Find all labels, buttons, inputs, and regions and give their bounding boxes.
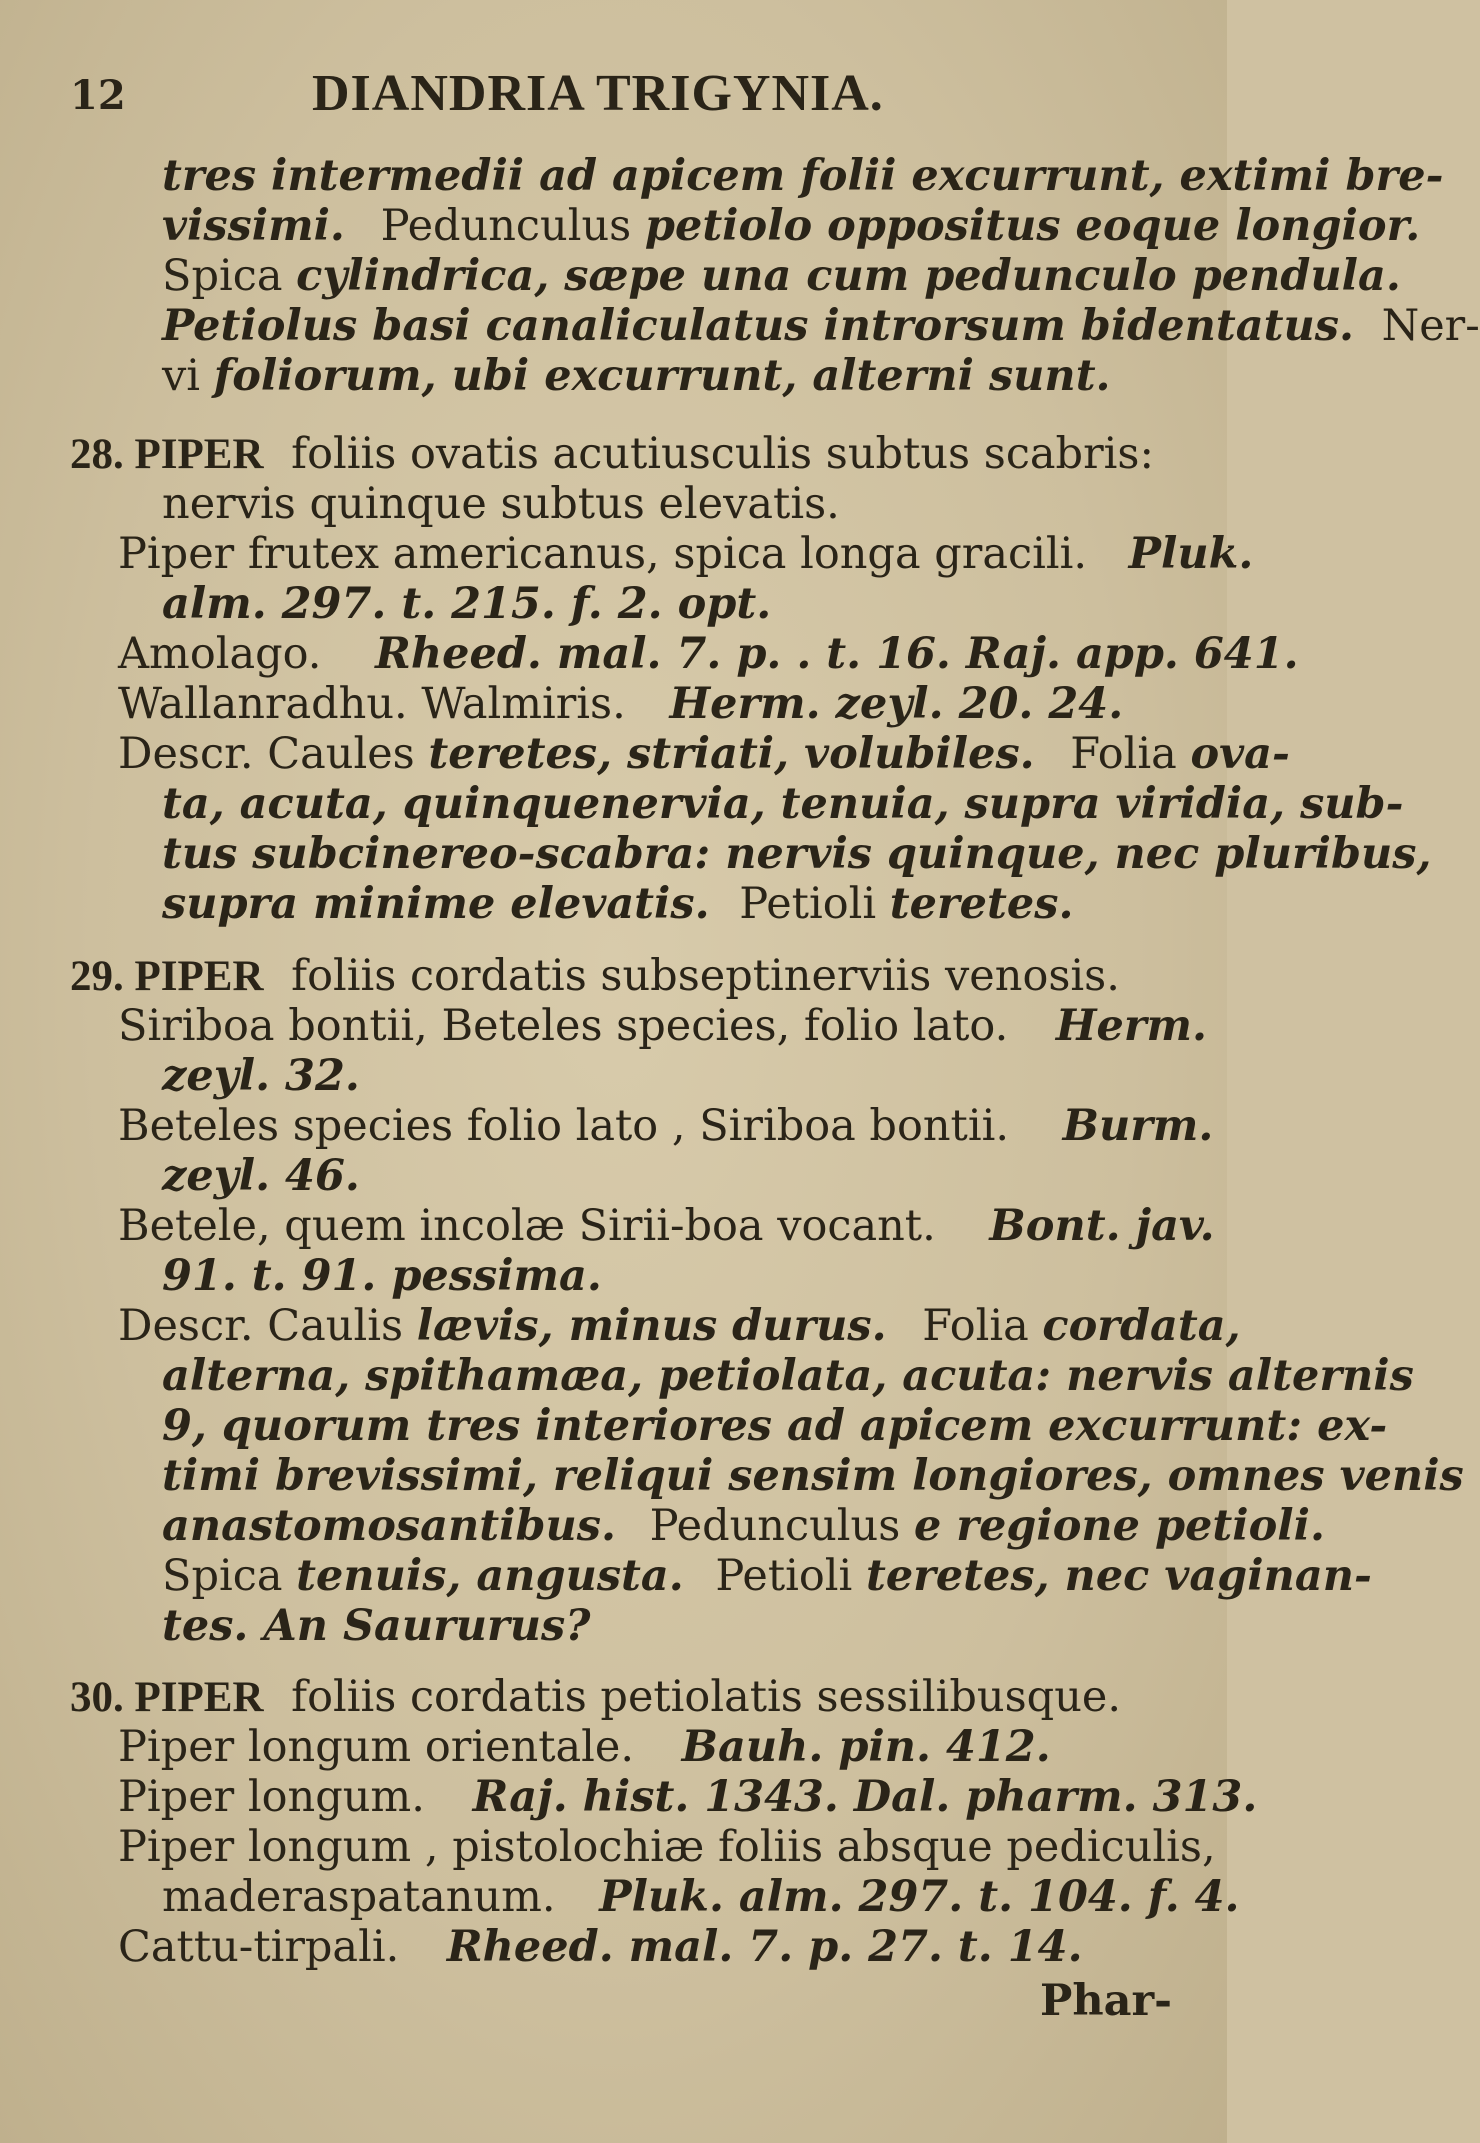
entry-30-heading: 30. PIPER <box>70 1674 264 1721</box>
text-line <box>118 629 1299 679</box>
entry-30-line <box>70 1672 1122 1722</box>
text-span: Pluk. <box>1128 529 1254 579</box>
text-line <box>162 201 1421 251</box>
text-span: ova- <box>1190 729 1290 779</box>
text-span: Pluk. alm. 297. t. 104. f. 4. <box>599 1872 1240 1922</box>
text-line: timi brevissimi, reliqui sensim longiores, omnes venis <box>162 1451 1464 1501</box>
text-span: Pedunculus <box>649 1501 901 1551</box>
text-line: zeyl. 46. <box>162 1151 360 1201</box>
text-line: nervis quinque subtus elevatis. <box>162 479 840 529</box>
text-span: Raj. hist. 1343. Dal. pharm. 313. <box>472 1772 1258 1822</box>
text-span: Amolago. <box>118 629 322 679</box>
text-span: Wallanradhu. Walmiris. <box>118 679 626 729</box>
text-span: Burm. <box>1062 1101 1214 1151</box>
text-line <box>118 529 1254 579</box>
text-span: Rheed. mal. 7. p. 27. t. 14. <box>446 1922 1083 1972</box>
text-line: alterna, spithamæa, petiolata, acuta: nervis alternis <box>162 1351 1414 1401</box>
text-span: Ner- <box>1381 301 1480 351</box>
text-line <box>162 351 1111 401</box>
text-span: Herm. zeyl. 20. 24. <box>669 679 1124 729</box>
text-span: petiolo oppositus eoque longior. <box>644 201 1421 251</box>
entry-29-heading: 29. PIPER <box>70 953 264 1000</box>
text-span: Piper frutex americanus, spica longa gracili. <box>118 529 1087 579</box>
text-span: vi <box>162 351 201 401</box>
text-line <box>162 301 1480 351</box>
text-span: Cattu-tirpali. <box>118 1922 400 1972</box>
text-span: tenuis, angusta. <box>296 1551 684 1601</box>
entry-29-line <box>70 951 1120 1001</box>
text-span: Bauh. pin. 412. <box>681 1722 1051 1772</box>
text-line: ta, acuta, quinquenervia, tenuia, supra viridia, sub- <box>162 779 1404 829</box>
text-span: cylindrica, sæpe una cum pedunculo pendula. <box>296 251 1401 301</box>
text-span: Siriboa bontii, Beteles species, folio lato. <box>118 1001 1009 1051</box>
text-span: Beteles species folio lato , Siriboa bontii. <box>118 1101 1009 1151</box>
text-line <box>162 1551 1372 1601</box>
entry-28-line <box>70 429 1154 479</box>
text-line: 91. t. 91. pessima. <box>162 1251 602 1301</box>
text-span: Pedunculus <box>380 201 632 251</box>
text-span: supra minime elevatis. <box>162 879 710 929</box>
text-span: Folia <box>922 1301 1029 1351</box>
text-line <box>118 1301 1241 1351</box>
text-span: Herm. <box>1055 1001 1208 1051</box>
text-span: Bont. jav. <box>989 1201 1215 1251</box>
text-span: Piper longum. <box>118 1772 425 1822</box>
text-span: Piper longum orientale. <box>118 1722 634 1772</box>
text-line <box>162 1501 1325 1551</box>
text-line: zeyl. 32. <box>162 1051 360 1101</box>
text-line: alm. 297. t. 215. f. 2. opt. <box>162 579 772 629</box>
text-span: anastomosantibus. <box>162 1501 616 1551</box>
text-line <box>162 879 1074 929</box>
text-span: Petioli <box>715 1551 853 1601</box>
text-span: vissimi. <box>162 201 345 251</box>
text-line <box>118 1922 1083 1972</box>
text-line: Piper longum , pistolochiæ foliis absque pediculis, <box>118 1822 1216 1872</box>
text-span: teretes. <box>889 879 1074 929</box>
text-span: Betele, quem incolæ Sirii-boa vocant. <box>118 1201 936 1251</box>
text-line: 9, quorum tres interiores ad apicem excurrunt: ex- <box>162 1401 1388 1451</box>
text-line <box>118 1201 1215 1251</box>
catchword: Phar- <box>1040 1976 1172 2026</box>
text-span: Rheed. mal. 7. p. . t. 16. Raj. app. 641. <box>375 629 1299 679</box>
text-line <box>118 679 1124 729</box>
text-span: teretes, striati, volubiles. <box>428 729 1035 779</box>
text-span: foliis ovatis acutiusculis subtus scabris: <box>291 429 1154 479</box>
text-line <box>118 1101 1214 1151</box>
text-span: lævis, minus durus. <box>416 1301 887 1351</box>
text-span: Petiolus basi canaliculatus introrsum bidentatus. <box>162 301 1354 351</box>
text-span: Descr. Caules <box>118 729 415 779</box>
text-span: maderaspatanum. <box>162 1872 556 1922</box>
text-span: teretes, nec vaginan- <box>865 1551 1372 1601</box>
text-line: tes. An Saururus? <box>162 1601 591 1651</box>
text-span: Folia <box>1070 729 1177 779</box>
text-span: Spica <box>162 1551 283 1601</box>
text-line <box>162 251 1401 301</box>
text-line <box>118 1722 1051 1772</box>
page-number: 12 <box>70 72 126 119</box>
text-line <box>162 1872 1240 1922</box>
entry-28-heading: 28. PIPER <box>70 431 264 478</box>
text-span: Petioli <box>739 879 877 929</box>
text-line <box>118 729 1290 779</box>
text-span: foliis cordatis subseptinerviis venosis. <box>291 951 1120 1001</box>
text-span: Descr. Caulis <box>118 1301 404 1351</box>
text-line: tres intermedii ad apicem folii excurrunt, extimi bre- <box>162 151 1444 201</box>
text-span: Spica <box>162 251 283 301</box>
text-span: foliorum, ubi excurrunt, alterni sunt. <box>213 351 1111 401</box>
text-span: cordata, <box>1042 1301 1241 1351</box>
text-line <box>118 1001 1208 1051</box>
text-span: e regione petioli. <box>913 1501 1325 1551</box>
text-line <box>118 1772 1258 1822</box>
text-line: tus subcinereo-scabra: nervis quinque, nec pluribus, <box>162 829 1432 879</box>
text-span: foliis cordatis petiolatis sessilibusque. <box>291 1672 1122 1722</box>
page-title: DIANDRIA TRIGYNIA. <box>312 65 884 122</box>
